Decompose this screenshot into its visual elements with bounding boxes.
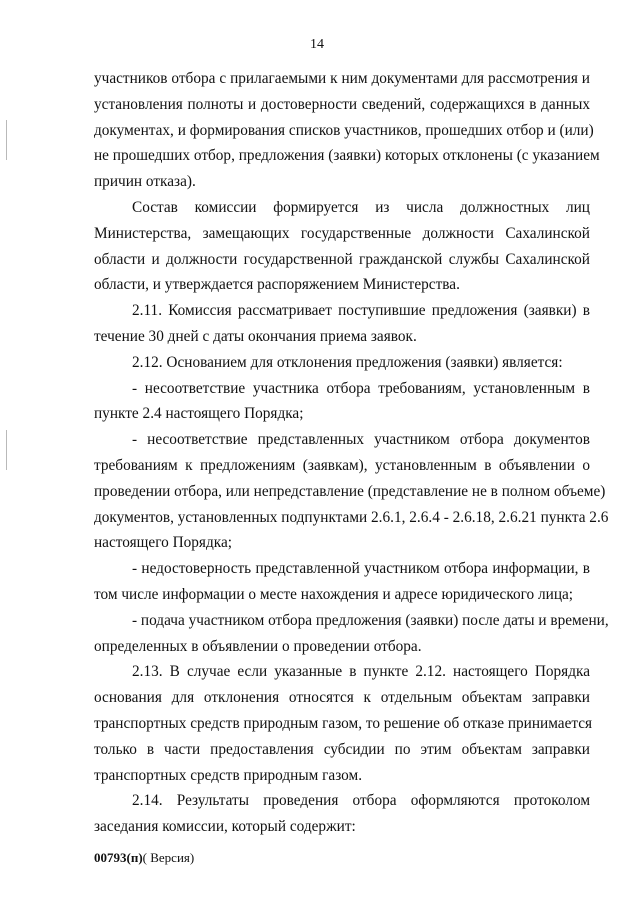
- document-body: [94, 66, 609, 840]
- text-line: не прошедших отбор, предложения (заявки) которых отклонены (с указанием: [94, 147, 600, 165]
- document-footer: [94, 850, 194, 866]
- document-code: 00793(п): [94, 850, 143, 865]
- text-line: Состав комиссии формируется из числа должностных лиц: [132, 198, 590, 216]
- text-line: 2.13. В случае если указанные в пункте 2.12. настоящего Порядка: [132, 663, 590, 681]
- text-line: Министерства, замещающих государственные должности Сахалинской: [94, 224, 590, 242]
- text-line: документов, установленных подпунктами 2.6.1, 2.6.4 - 2.6.18, 2.6.21 пункта 2.6: [94, 508, 609, 526]
- text-line: требованиям к предложениям (заявкам), установленным в объявлении о: [94, 456, 590, 474]
- scan-margin-mark: [6, 120, 7, 160]
- text-line: том числе информации о месте нахождения и адресе юридического лица;: [94, 585, 574, 603]
- text-line: участников отбора с прилагаемыми к ним документами для рассмотрения и: [94, 70, 590, 87]
- text-line: заседания комиссии, который содержит:: [94, 818, 356, 836]
- scan-margin-mark: [6, 430, 7, 470]
- text-line: 2.14. Результаты проведения отбора оформляются протоколом: [132, 792, 590, 810]
- text-line: определенных в объявлении о проведении отбора.: [94, 637, 422, 655]
- text-line: транспортных средств природным газом.: [94, 766, 363, 784]
- text-line: области и должности государственной гражданской службы Сахалинской: [94, 250, 590, 268]
- text-line: - подача участником отбора предложения (заявки) после даты и времени,: [132, 611, 609, 629]
- text-line: течение 30 дней с даты окончания приема заявок.: [94, 327, 417, 345]
- text-line: - недостоверность представленной участником отбора информации, в: [132, 560, 590, 578]
- page-number: 14: [310, 37, 324, 52]
- text-line: 2.12. Основанием для отклонения предложения (заявки) является:: [132, 353, 563, 371]
- document-version: ( Версия): [142, 850, 195, 865]
- text-line: проведении отбора, или непредставление (представление не в полном объеме): [94, 482, 606, 500]
- text-line: - несоответствие участника отбора требованиям, установленным в: [132, 379, 590, 397]
- text-line: основания для отклонения относятся к отдельным объектам заправки: [94, 689, 590, 707]
- text-line: 2.11. Комиссия рассматривает поступившие предложения (заявки) в: [132, 302, 590, 320]
- text-line: причин отказа).: [94, 173, 196, 191]
- text-line: только в части предоставления субсидии по этим объектам заправки: [94, 740, 590, 758]
- text-line: настоящего Порядка;: [94, 534, 232, 552]
- text-line: транспортных средств природным газом, то решение об отказе принимается: [94, 714, 593, 732]
- text-line: - несоответствие представленных участником отбора документов: [132, 431, 590, 449]
- text-line: пункте 2.4 настоящего Порядка;: [94, 405, 304, 423]
- text-line: документах, и формирования списков участников, прошедших отбор и (или): [94, 121, 594, 139]
- text-line: установления полноты и достоверности сведений, содержащихся в данных: [94, 95, 590, 113]
- text-line: области, и утверждается распоряжением Министерства.: [94, 276, 460, 294]
